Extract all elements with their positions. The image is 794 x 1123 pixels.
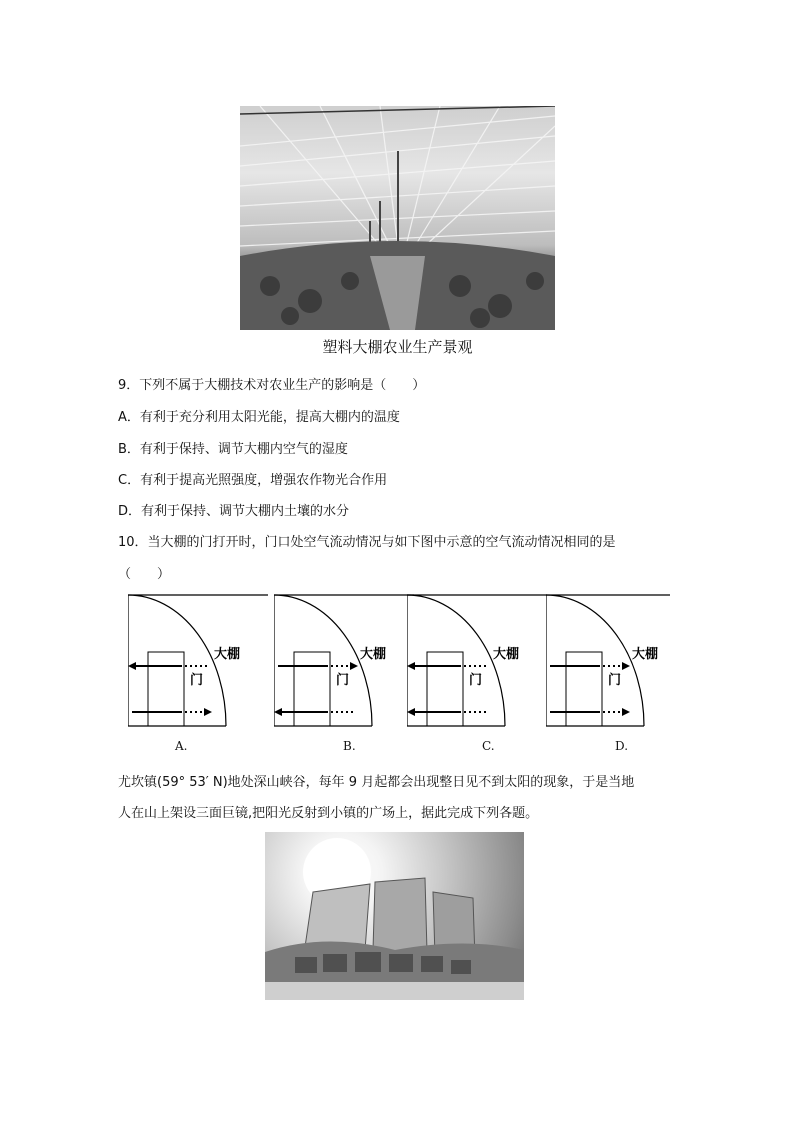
passage-line-1: 尤坎镇(59° 53′ N)地处深山峡谷，每年 9 月起都会出现整日见不到太阳的现象，于是当地 xyxy=(118,775,635,790)
q9-option-c: C．有利于提高光照强度，增强农作物光合作用 xyxy=(118,473,388,488)
greenhouse-photo xyxy=(240,106,555,330)
diagram-greenhouse-label: 大棚 xyxy=(214,647,241,662)
mirrors-photo xyxy=(265,832,524,1000)
top-arrow xyxy=(550,662,630,670)
diagram-label-c: C. xyxy=(482,739,495,753)
diagram-door-label: 门 xyxy=(336,673,350,688)
diagram-door-label: 门 xyxy=(608,673,622,688)
top-arrow xyxy=(278,662,358,670)
greenhouse-photo-illustration xyxy=(240,106,555,330)
passage-line-2: 人在山上架设三面巨镜,把阳光反射到小镇的广场上，据此完成下列各题。 xyxy=(118,806,539,821)
diagram-b xyxy=(274,592,414,732)
arrowhead xyxy=(407,708,415,716)
top-arrow xyxy=(128,662,208,670)
q10-stem-paren: （ ） xyxy=(118,567,171,582)
q9-stem: 9．下列不属于大棚技术对农业生产的影响是（ ） xyxy=(118,378,426,393)
arrowhead xyxy=(622,708,630,716)
diagram-label-b: B. xyxy=(343,739,356,753)
bottom-arrow xyxy=(407,708,487,716)
diagram-c xyxy=(407,592,547,732)
bottom-arrow xyxy=(550,708,630,716)
bottom-arrow xyxy=(132,708,212,716)
q9-option-a: A．有利于充分利用太阳光能，提高大棚内的温度 xyxy=(118,410,400,425)
diagram-greenhouse-label: 大棚 xyxy=(360,647,387,662)
diagram-label-a: A. xyxy=(175,739,188,753)
q9-option-d: D．有利于保持、调节大棚内土壤的水分 xyxy=(118,504,350,519)
figure1-caption: 塑料大棚农业生产景观 xyxy=(322,338,473,356)
q10-stem: 10．当大棚的门打开时，门口处空气流动情况与如下图中示意的空气流动情况相同的是 xyxy=(118,535,616,550)
q9-option-b: B．有利于保持、调节大棚内空气的湿度 xyxy=(118,442,348,457)
bottom-arrow xyxy=(274,708,354,716)
diagram-door-label: 门 xyxy=(469,673,483,688)
arrowhead xyxy=(204,708,212,716)
diagram-greenhouse-label: 大棚 xyxy=(493,647,520,662)
arrowhead xyxy=(350,662,358,670)
arrowhead xyxy=(274,708,282,716)
diagram-label-d: D. xyxy=(615,739,629,753)
arrowhead xyxy=(407,662,415,670)
mirrors-photo-illustration xyxy=(265,832,524,1000)
diagram-door-label: 门 xyxy=(190,673,204,688)
arrowhead xyxy=(622,662,630,670)
diagram-greenhouse-label: 大棚 xyxy=(632,647,659,662)
top-arrow xyxy=(407,662,487,670)
arrowhead xyxy=(128,662,136,670)
diagram-d xyxy=(546,592,686,732)
diagram-a xyxy=(128,592,268,732)
